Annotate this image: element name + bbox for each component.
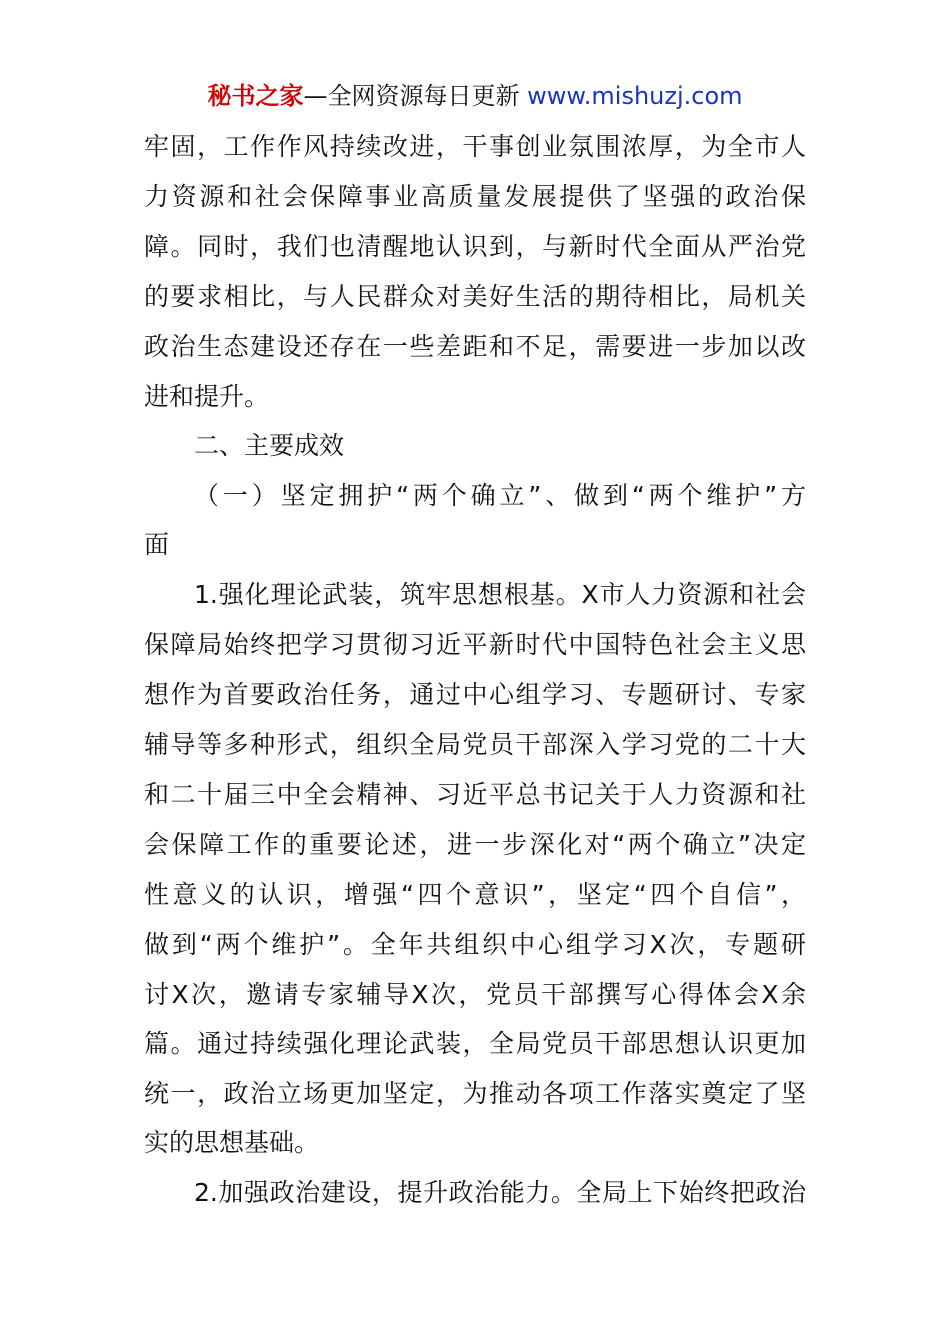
text-line: 1.强化理论武装，筑牢思想根基。X市人力资源和社会 [194, 580, 806, 609]
text-line: 辅导等多种形式，组织全局党员干部深入学习党的二十大 [144, 730, 806, 759]
text-line: 政治生态建设还存在一些差距和不足，需要进一步加以改 [144, 332, 806, 361]
text-line: 牢固，工作作风持续改进，干事创业氛围浓厚，为全市人 [144, 132, 806, 161]
text-line: 做到“两个维护”。全年共组织中心组学习X次，专题研 [144, 930, 806, 959]
brand-name: 秘书之家 [207, 82, 304, 110]
text-line: 进和提升。 [144, 382, 270, 411]
text-line: 和二十届三中全会精神、习近平总书记关于人力资源和社 [144, 780, 806, 809]
subsection-heading: （一）坚定拥护“两个确立”、做到“两个维护”方 [194, 481, 806, 510]
site-banner [0, 80, 950, 112]
text-line: 保障局始终把学习贯彻习近平新时代中国特色社会主义思 [144, 630, 806, 659]
text-line: 篇。通过持续强化理论武装，全局党员干部思想认识更加 [144, 1029, 806, 1058]
text-line: 性意义的认识，增强“四个意识”，坚定“四个自信”， [144, 880, 806, 909]
banner-tagline: —全网资源每日更新 [303, 82, 520, 110]
text-line: 会保障工作的重要论述，进一步深化对“两个确立”决定 [144, 830, 806, 859]
text-line: 统一，政治立场更加坚定，为推动各项工作落实奠定了坚 [144, 1079, 806, 1108]
text-line: 的要求相比，与人民群众对美好生活的期待相比，局机关 [144, 282, 806, 311]
text-line: 想作为首要政治任务，通过中心组学习、专题研讨、专家 [144, 680, 806, 709]
section-heading: 二、主要成效 [194, 431, 345, 460]
text-line: 2.加强政治建设，提升政治能力。全局上下始终把政治 [194, 1178, 806, 1207]
text-line: 实的思想基础。 [144, 1128, 320, 1157]
site-url-link[interactable]: www.mishuzj.com [527, 82, 743, 110]
text-line: 讨X次，邀请专家辅导X次，党员干部撰写心得体会X余 [144, 980, 806, 1009]
text-line: 力资源和社会保障事业高质量发展提供了坚强的政治保 [144, 182, 806, 211]
subsection-heading-cont: 面 [144, 530, 170, 559]
text-line: 障。同时，我们也清醒地认识到，与新时代全面从严治党 [144, 232, 806, 261]
